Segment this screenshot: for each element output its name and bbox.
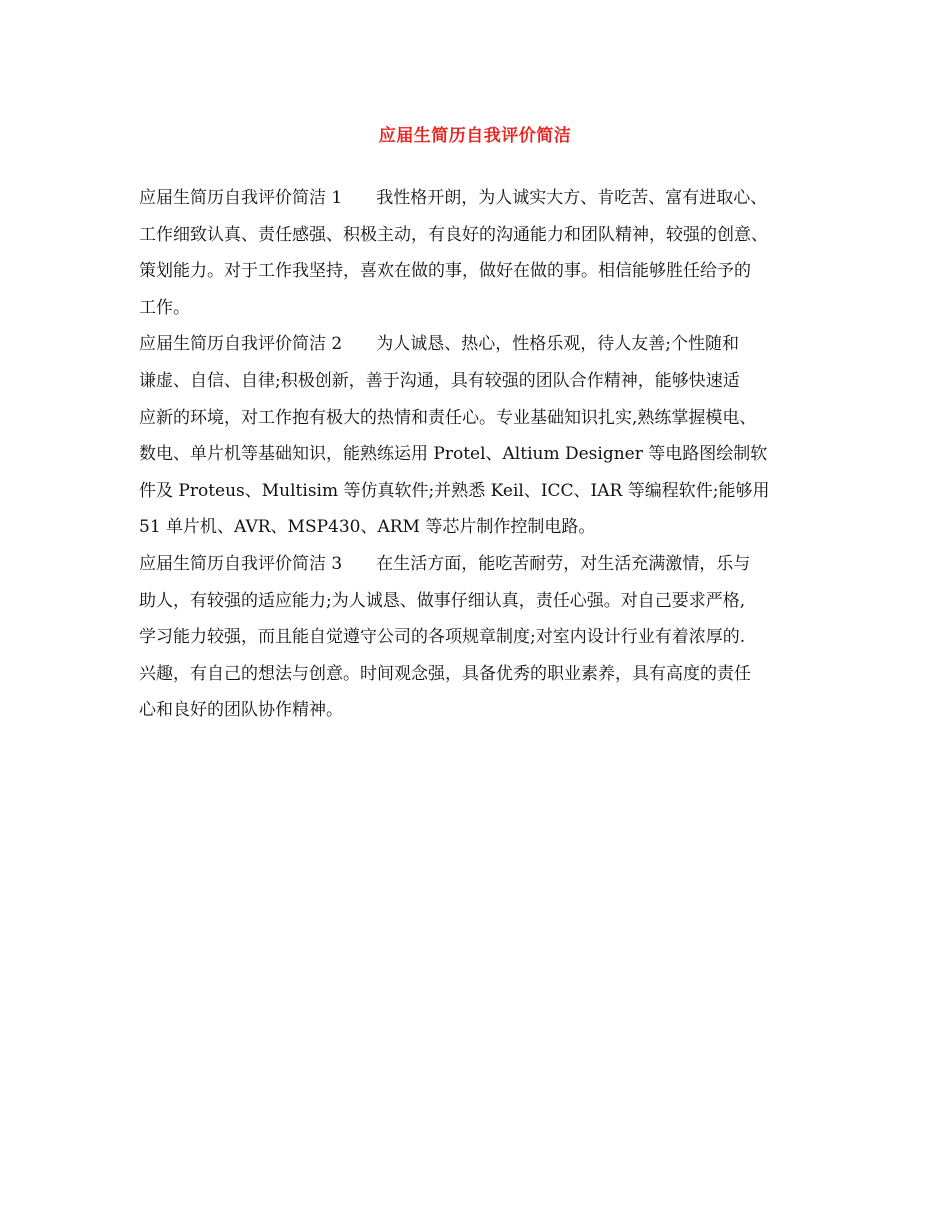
body-line: 助人，有较强的适应能力;为人诚恳、做事仔细认真，责任心强。对自己要求严格,	[139, 590, 746, 611]
body-line: 工作细致认真、责任感强、积极主动，有良好的沟通能力和团队精神，较强的创意、	[139, 224, 768, 245]
body-line: 工作。	[139, 297, 190, 318]
body-line: 兴趣，有自己的想法与创意。时间观念强，具备优秀的职业素养，具有高度的责任	[139, 663, 751, 684]
body-line: 应届生简历自我评价简洁 3 在生活方面，能吃苦耐劳，对生活充满激情，乐与	[139, 553, 751, 574]
body-line: 策划能力。对于工作我坚持，喜欢在做的事，做好在做的事。相信能够胜任给予的	[139, 261, 751, 282]
body-line: 数电、单片机等基础知识，能熟练运用 Protel、Altium Designer 等电路图绘制软	[139, 444, 768, 465]
body-line: 学习能力较强，而且能自觉遵守公司的各项规章制度;对室内设计行业有着浓厚的.	[139, 627, 746, 648]
body-line: 51 单片机、AVR、MSP430、ARM 等芯片制作控制电路。	[139, 517, 596, 538]
document-body	[139, 180, 829, 729]
body-line: 应届生简历自我评价简洁 2 为人诚恳、热心，性格乐观，待人友善;个性随和	[139, 334, 739, 355]
body-line: 谦虚、自信、自律;积极创新，善于沟通，具有较强的团队合作精神，能够快速适	[139, 370, 740, 391]
body-line: 心和良好的团队协作精神。	[139, 700, 343, 721]
body-line: 应届生简历自我评价简洁 1 我性格开朗，为人诚实大方、肯吃苦、富有进取心、	[139, 188, 768, 208]
body-line: 应新的环境，对工作抱有极大的热情和责任心。专业基础知识扎实,熟练掌握模电、	[139, 407, 757, 428]
document-title: 应届生简历自我评价简洁	[378, 126, 572, 146]
body-line: 件及 Proteus、Multisim 等仿真软件;并熟悉 Keil、ICC、IAR 等编程软件;能够用	[139, 480, 770, 501]
